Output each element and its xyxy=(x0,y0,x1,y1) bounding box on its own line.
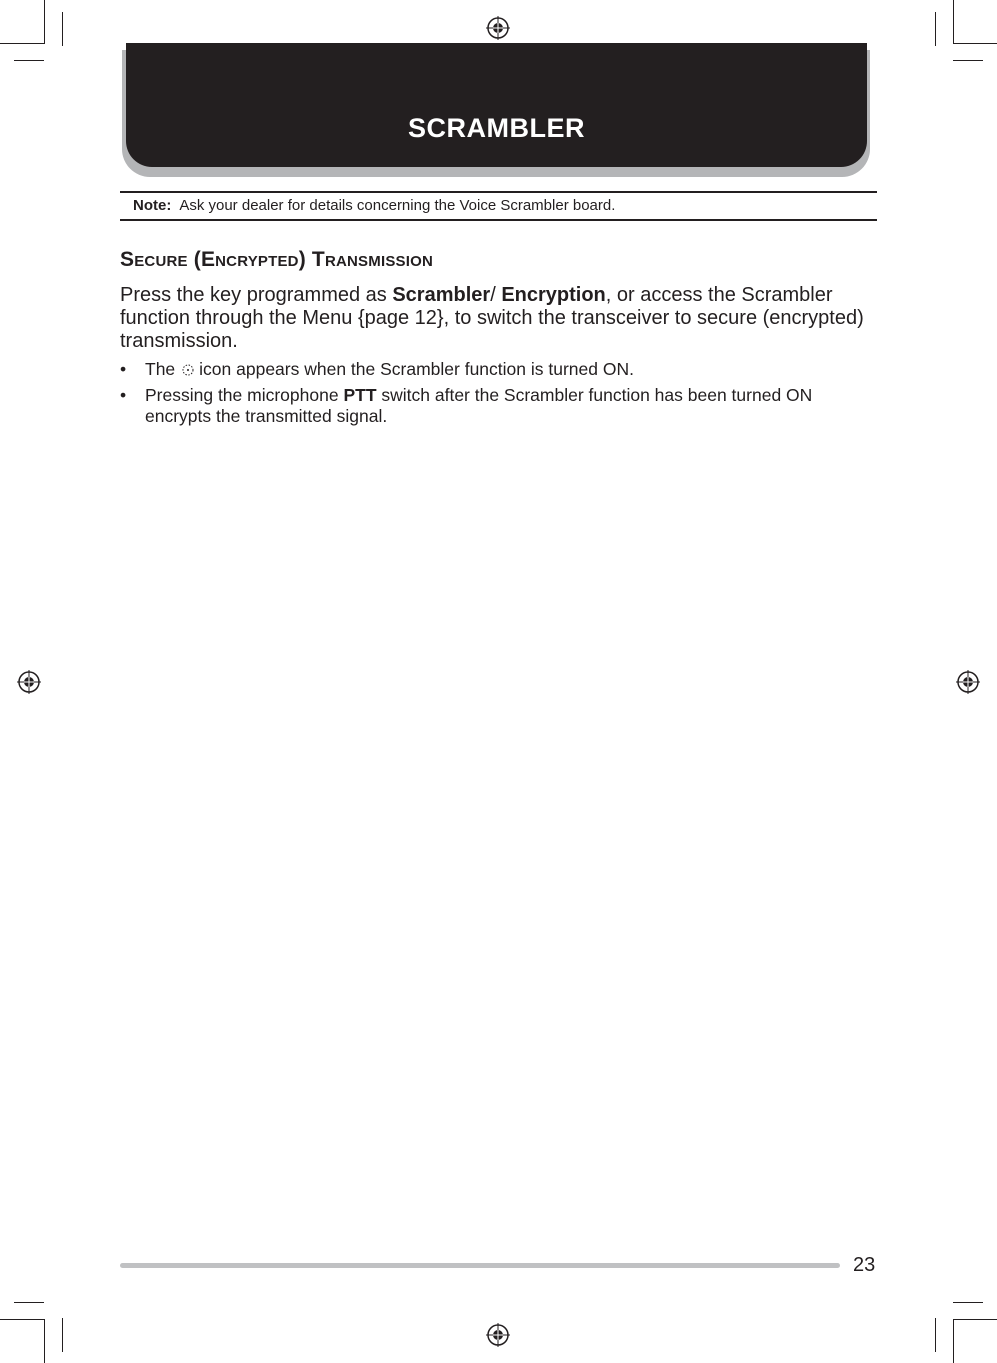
bullet-text-part: Pressing the microphone xyxy=(145,385,344,405)
bullet-text xyxy=(145,385,880,427)
body-paragraph xyxy=(120,284,880,353)
scrambler-status-icon xyxy=(181,363,195,377)
body-text: , or access the Scrambler function through the Menu {page 12}, to switch the transceiver to secure (encrypted) transmission. xyxy=(120,284,864,352)
registration-mark-icon xyxy=(486,1323,510,1347)
crop-mark xyxy=(935,1318,936,1352)
section-heading: Secure (Encrypted) Transmission xyxy=(120,248,433,271)
bullet-text-part: The xyxy=(145,359,176,379)
body-text: Press the key programmed as xyxy=(120,284,393,306)
crop-mark xyxy=(953,43,997,44)
crop-mark xyxy=(953,60,983,61)
crop-mark xyxy=(953,1302,983,1303)
list-item xyxy=(120,385,880,429)
crop-mark xyxy=(14,60,44,61)
registration-mark-icon xyxy=(956,670,980,694)
footer-bar xyxy=(120,1263,840,1268)
key-name-encryption: Encryption xyxy=(501,284,606,306)
note-bottom-rule xyxy=(120,219,877,221)
bullet-text-part: icon appears when the Scrambler function is turned ON. xyxy=(199,359,634,379)
note-top-rule xyxy=(120,191,877,193)
bullet-dot: • xyxy=(120,359,127,379)
body-text: / xyxy=(490,284,502,306)
key-name-scrambler: Scrambler xyxy=(392,284,491,306)
registration-mark-icon xyxy=(486,16,510,40)
crop-mark xyxy=(0,43,44,44)
crop-mark xyxy=(953,1319,997,1320)
list-item xyxy=(120,359,880,381)
key-name-ptt: PTT xyxy=(343,385,377,405)
bullet-text-part: switch after the Scrambler function has been turned ON encrypts the transmitted signal. xyxy=(145,385,813,426)
crop-mark xyxy=(953,1319,954,1363)
note-text: Ask your dealer for details concerning the Voice Scrambler board. xyxy=(179,197,616,214)
bullet-text xyxy=(145,359,880,380)
crop-mark xyxy=(953,0,954,44)
crop-mark xyxy=(14,1302,44,1303)
note-label: Note: xyxy=(133,197,172,214)
crop-mark xyxy=(44,1319,45,1363)
bullet-dot: • xyxy=(120,385,127,405)
chapter-title: SCRAMBLER xyxy=(408,113,585,143)
crop-mark xyxy=(62,12,63,46)
page-number: 23 xyxy=(853,1254,876,1276)
crop-mark xyxy=(44,0,45,44)
crop-mark xyxy=(0,1319,44,1320)
chapter-banner xyxy=(126,43,867,167)
note xyxy=(133,197,615,214)
crop-mark xyxy=(62,1318,63,1352)
registration-mark-icon xyxy=(17,670,41,694)
crop-mark xyxy=(935,12,936,46)
